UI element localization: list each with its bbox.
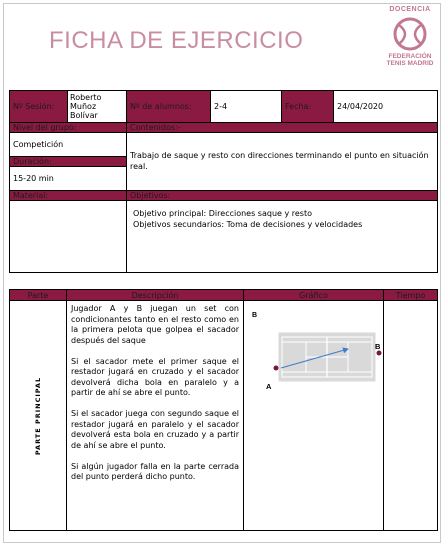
col-time-header: Tiempo — [384, 290, 438, 301]
objectives-label: Objetivos: — [127, 191, 438, 201]
page-title: FICHA DE EJERCICIO — [49, 27, 304, 54]
objective-secondary: Objetivos secundarios: Toma de decisiones y velocidades — [133, 219, 363, 229]
description-cell — [67, 301, 244, 531]
col-graphic-header: Gráfico — [244, 290, 384, 301]
content-label: Contenidos:- — [127, 123, 438, 133]
objective-main: Objetivo principal: Direcciones saque y resto — [133, 209, 313, 218]
graphic-label-top: B — [252, 312, 258, 319]
session-info-table — [9, 90, 438, 273]
logo-bottom-text-2: TENIS MADRID — [386, 60, 434, 67]
federation-logo — [380, 6, 440, 76]
logo-top-text: DOCENCIA — [389, 6, 431, 13]
description-paragraph: Si el sacador juega con segundo saque el restador jugará en paralelo y el sacador devolverá esta bola en cruzado y a partir de ahí se abre el punto. — [71, 409, 239, 450]
court-diagram — [244, 301, 384, 531]
part-cell — [10, 301, 67, 531]
col-description-header: Descripción — [67, 290, 244, 301]
time-cell — [384, 301, 438, 531]
player-b-dot — [377, 351, 382, 356]
session-value: Roberto Muñoz Bolívar — [68, 91, 127, 123]
level-value: Competición — [10, 133, 127, 157]
students-label: Nº de alumnos: — [127, 91, 211, 123]
tennis-ball-icon — [393, 17, 427, 51]
tennis-court — [278, 332, 376, 382]
duration-value: 15-20 min — [10, 167, 127, 191]
col-part-header: Parte — [10, 290, 67, 301]
duration-label: Duración: — [10, 157, 127, 167]
material-label: Material: — [10, 191, 127, 201]
objectives-cell — [127, 201, 438, 273]
logo-bottom-text-1: FEDERACIÓN — [388, 53, 432, 60]
description-paragraph: Si el sacador mete el primer saque el restador jugará en cruzado y el sacador devolverá dicha bola en paralelo y a partir de ahí se abre el punto. — [71, 356, 239, 397]
level-label: Nivel del grupo: — [10, 123, 127, 133]
session-label: Nº Sesión: — [10, 91, 68, 123]
description-paragraph: Si algún jugador falla en la parte cerrada del punto perderá dicho punto. — [71, 461, 239, 481]
exercise-table — [9, 289, 438, 531]
player-b-label: B — [375, 342, 381, 351]
player-a-dot — [274, 366, 279, 371]
description-paragraph: Jugador A y B juegan un set con condicionantes tanto en el resto como en la primera pelota que golpea el sacador después del saque — [71, 304, 239, 345]
date-label: Fecha: — [282, 91, 334, 123]
player-a-label: A — [266, 382, 272, 391]
part-label: PARTE PRINCIPAL — [34, 376, 42, 455]
material-value — [10, 201, 127, 273]
students-value: 2-4 — [211, 91, 282, 123]
date-value: 24/04/2020 — [334, 91, 438, 123]
content-value: Trabajo de saque y resto con direcciones terminando el punto en situación real. — [127, 133, 438, 191]
graphic-cell — [244, 301, 384, 531]
